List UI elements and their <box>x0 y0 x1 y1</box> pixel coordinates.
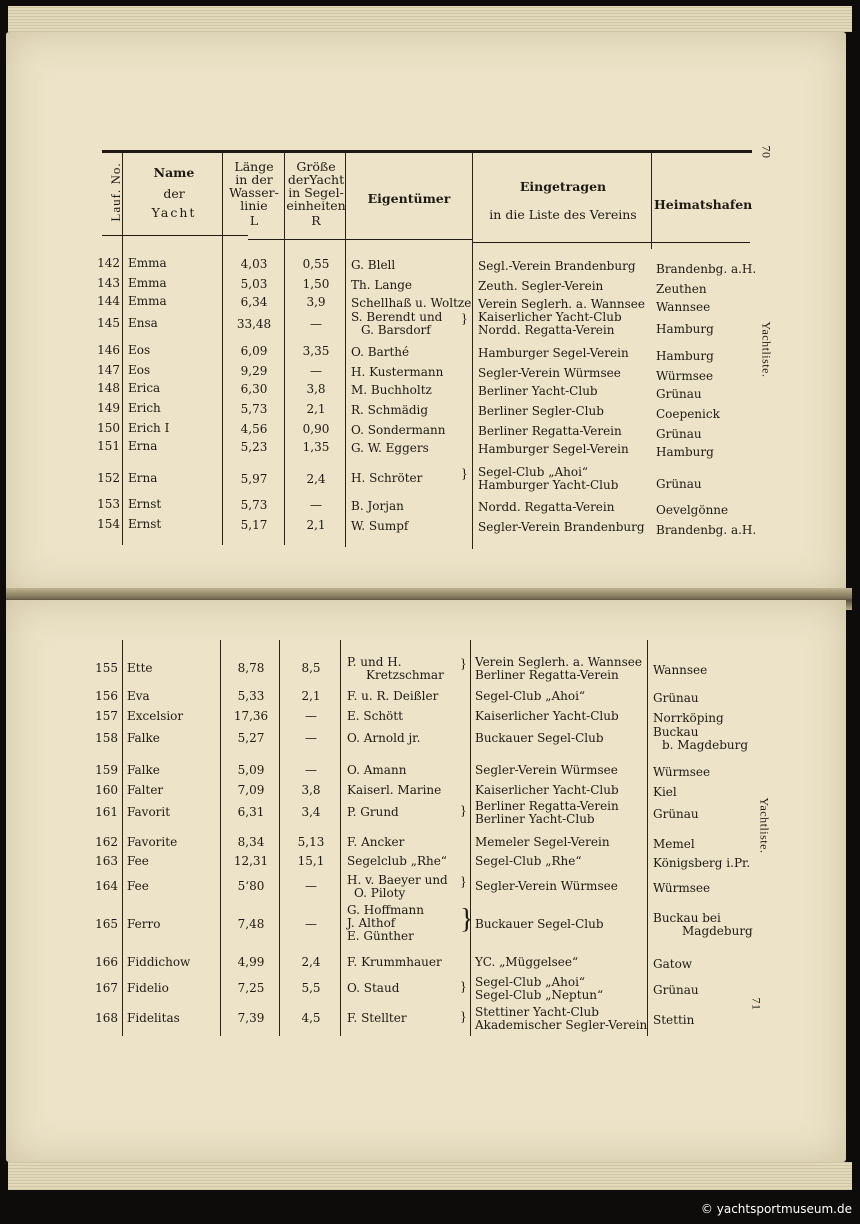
lauf-no: 152 <box>97 471 120 485</box>
length-value: 4,03 <box>240 257 268 271</box>
header-owner: Eigentümer <box>367 191 451 206</box>
owner: Segelclub „Rhe“ <box>347 854 447 868</box>
club: Segl.-Verein Brandenburg <box>478 259 636 273</box>
lauf-no: 151 <box>97 439 120 453</box>
club: Memeler Segel-Verein <box>475 835 610 849</box>
yacht-name: Ensa <box>128 316 158 330</box>
length-value: 5,73 <box>240 402 268 416</box>
club: Segler-Verein Würmsee <box>475 763 618 777</box>
yacht-name: Erna <box>128 439 158 453</box>
owner: F. u. R. Deißler <box>347 689 439 703</box>
length-value: 33,48 <box>236 317 272 331</box>
home-port: Brandenbg. a.H. <box>656 262 757 276</box>
lauf-no: 156 <box>95 689 118 703</box>
owner: H. Schröter <box>351 471 423 485</box>
size-value: 4,5 <box>301 1011 321 1025</box>
size-value: — <box>310 498 322 512</box>
home-port: Grünau <box>653 691 699 705</box>
lauf-no: 153 <box>97 497 120 511</box>
size-value: 3,9 <box>306 295 326 309</box>
lauf-no: 142 <box>97 256 120 270</box>
home-port: Memel <box>653 837 695 851</box>
length-value: 6,30 <box>240 382 268 396</box>
length-value: 12,31 <box>233 854 269 868</box>
yacht-name: Falke <box>127 731 160 745</box>
yacht-name: Fidelio <box>127 981 169 995</box>
owner: G. Blell <box>351 258 396 272</box>
lauf-no: 143 <box>97 276 120 290</box>
size-value: 1,35 <box>302 440 330 454</box>
brace: } <box>460 980 467 995</box>
yacht-name: Eos <box>128 343 151 357</box>
yacht-name: Emma <box>128 256 167 270</box>
club: Kaiserlicher Yacht-Club <box>475 783 619 797</box>
header-lauf-no: Lauf. No. <box>108 162 123 222</box>
lauf-no: 154 <box>97 517 120 531</box>
club: Segler-Verein Würmsee <box>475 879 618 893</box>
club: Kaiserlicher Yacht-Club <box>475 709 619 723</box>
header-home-port: Heimatshafen <box>654 197 753 212</box>
brace: } <box>460 904 474 935</box>
header-size-3: in Segel- <box>288 185 344 200</box>
yacht-name: Ferro <box>127 917 161 931</box>
col-divider-5 <box>472 153 473 549</box>
lauf-no: 167 <box>95 981 118 995</box>
yacht-name: Falter <box>127 783 164 797</box>
yacht-name: Falke <box>127 763 160 777</box>
header-length-5: L <box>249 213 259 228</box>
col-divider-6 <box>651 153 652 249</box>
yacht-name: Eos <box>128 363 151 377</box>
length-value: 5,17 <box>240 518 268 532</box>
header-size-4: einheiten <box>286 198 346 213</box>
length-value: 7,09 <box>237 783 265 797</box>
home-port: Wannsee <box>656 300 711 314</box>
yacht-name: Favorite <box>127 835 178 849</box>
club: Buckauer Segel-Club <box>475 731 604 745</box>
owner: G. W. Eggers <box>351 441 429 455</box>
lauf-no: 158 <box>95 731 118 745</box>
length-value: 9,29 <box>240 364 268 378</box>
club: Stettiner Yacht-Club <box>475 1005 599 1019</box>
size-value: — <box>305 731 317 745</box>
length-value: 5,33 <box>237 689 265 703</box>
home-port: Würmsee <box>653 765 711 779</box>
size-value: 3,8 <box>301 783 321 797</box>
owner: W. Sumpf <box>351 519 409 533</box>
home-port: Stettin <box>653 1013 695 1027</box>
club: Segel-Club „Ahoi“ <box>478 465 589 479</box>
owner: F. Krummhauer <box>347 955 442 969</box>
club: Segel-Club „Ahoi“ <box>475 689 586 703</box>
brace: } <box>461 467 468 482</box>
club: Hamburger Segel-Verein <box>478 442 629 456</box>
brace: } <box>460 657 467 672</box>
size-value: — <box>310 317 322 331</box>
size-value: — <box>310 364 322 378</box>
yacht-name: Fee <box>127 854 149 868</box>
lauf-no: 168 <box>95 1011 118 1025</box>
page-70 <box>6 32 846 594</box>
header-length-3: Wasser- <box>229 185 279 200</box>
home-port-line-2: Magdeburg <box>682 924 753 938</box>
side-title: Yachtliste. <box>757 797 772 854</box>
owner: R. Schmädig <box>351 403 429 417</box>
col-divider-1 <box>122 640 123 1036</box>
yacht-name: Eva <box>127 689 150 703</box>
lauf-no: 160 <box>95 783 118 797</box>
book-edge-bottom <box>8 1162 852 1190</box>
size-value: 2,1 <box>306 518 326 532</box>
size-value: — <box>305 879 317 893</box>
header-name-3: Yacht <box>151 205 197 220</box>
size-value: 8,5 <box>301 661 321 675</box>
club-line-2: Akademischer Segler-Verein <box>475 1018 648 1032</box>
lauf-no: 157 <box>95 709 118 723</box>
length-value: 7,39 <box>237 1011 265 1025</box>
size-value: 3,8 <box>306 382 326 396</box>
length-value: 5,97 <box>240 472 268 486</box>
owner: Schellhaß u. Woltze <box>351 296 472 310</box>
size-value: 1,50 <box>302 277 330 291</box>
header-registered-1: Eingetragen <box>519 179 607 194</box>
club-line-2: Berliner Regatta-Verein <box>475 668 619 682</box>
yacht-name: Ette <box>127 661 153 675</box>
yacht-name: Erna <box>128 471 158 485</box>
size-value: 3,35 <box>302 344 330 358</box>
side-title: Yachtliste. <box>759 321 774 378</box>
book-edge-top <box>8 6 852 32</box>
size-value: — <box>305 709 317 723</box>
home-port: Grünau <box>656 477 702 491</box>
page-number: 71 <box>749 997 764 1011</box>
yacht-name: Favorit <box>127 805 171 819</box>
club: Berliner Segler-Club <box>478 404 604 418</box>
owner: O. Barthé <box>351 345 410 359</box>
home-port: Königsberg i.Pr. <box>653 856 751 870</box>
page-number: 70 <box>759 145 774 159</box>
lauf-no: 147 <box>97 363 120 377</box>
home-port: Coepenick <box>656 407 720 421</box>
owner: O. Amann <box>347 763 407 777</box>
size-value: — <box>305 763 317 777</box>
club: Segel-Club „Rhe“ <box>475 854 582 868</box>
lauf-no: 165 <box>95 917 118 931</box>
home-port: Grünau <box>653 807 699 821</box>
club: Verein Seglerh. a. Wannsee <box>475 655 642 669</box>
header-size-1: Größe <box>296 159 336 174</box>
size-value: 2,4 <box>301 955 321 969</box>
owner: S. Berendt und <box>351 310 443 324</box>
length-value: 5,23 <box>240 440 268 454</box>
owner: P. Grund <box>347 805 399 819</box>
owner: H. v. Baeyer und <box>347 873 448 887</box>
brace: } <box>460 875 467 890</box>
home-port: Buckau bei <box>653 911 721 925</box>
home-port-line-2: b. Magdeburg <box>662 738 749 752</box>
owner: O. Staud <box>347 981 400 995</box>
home-port: Wannsee <box>653 663 708 677</box>
home-port: Würmsee <box>656 369 714 383</box>
yacht-name: Fee <box>127 879 149 893</box>
owner: P. und H. <box>347 655 402 669</box>
home-port: Würmsee <box>653 881 711 895</box>
home-port: Hamburg <box>656 349 714 363</box>
length-value: 5,27 <box>237 731 265 745</box>
lauf-no: 161 <box>95 805 118 819</box>
owner: O. Arnold jr. <box>347 731 421 745</box>
length-value: 6,31 <box>237 805 265 819</box>
lauf-no: 164 <box>95 879 118 893</box>
credit-watermark: © yachtsportmuseum.de <box>700 1202 852 1216</box>
club-line-2: Segel-Club „Neptun“ <box>475 988 604 1002</box>
lauf-no: 148 <box>97 381 120 395</box>
header-size-5: R <box>311 213 321 228</box>
home-port: Hamburg <box>656 322 714 336</box>
lauf-no: 145 <box>97 316 120 330</box>
home-port: Kiel <box>653 785 677 799</box>
home-port: Norrköping <box>653 711 724 725</box>
size-value: 2,4 <box>306 472 326 486</box>
brace: } <box>460 804 467 819</box>
owner: H. Kustermann <box>351 365 444 379</box>
owner: O. Sondermann <box>351 423 446 437</box>
size-value: 5,5 <box>301 981 321 995</box>
length-value: 4,99 <box>237 955 265 969</box>
lauf-no: 144 <box>97 294 120 308</box>
size-value: — <box>305 917 317 931</box>
home-port: Buckau <box>653 725 699 739</box>
club: Kaiserlicher Yacht-Club <box>478 310 622 324</box>
club: YC. „Müggelsee“ <box>475 955 579 969</box>
length-value: 5,73 <box>240 498 268 512</box>
header-name-1: Name <box>153 165 195 180</box>
length-value: 6,09 <box>240 344 268 358</box>
lauf-no: 150 <box>97 421 120 435</box>
home-port: Grünau <box>653 983 699 997</box>
owner-line-2: G. Barsdorf <box>361 323 431 337</box>
brace: } <box>461 312 468 327</box>
length-value: 6,34 <box>240 295 268 309</box>
header-length-4: linie <box>240 198 268 213</box>
club: Segler-Verein Brandenburg <box>478 520 645 534</box>
size-value: 3,4 <box>301 805 321 819</box>
owner: F. Ancker <box>347 835 405 849</box>
col-divider-5 <box>470 640 471 1036</box>
home-port: Brandenbg. a.H. <box>656 523 757 537</box>
header-length-2: in der <box>235 172 273 187</box>
owner: E. Schött <box>347 709 403 723</box>
home-port: Grünau <box>656 387 702 401</box>
club: Segel-Club „Ahoi“ <box>475 975 586 989</box>
club: Verein Seglerh. a. Wannsee <box>478 297 645 311</box>
owner: Kaiserl. Marine <box>347 783 442 797</box>
header-registered-2: in die Liste des Vereins <box>489 207 637 222</box>
club: Berliner Yacht-Club <box>478 384 598 398</box>
club-line-2: Hamburger Yacht-Club <box>478 478 619 492</box>
length-value: 8,34 <box>237 835 265 849</box>
home-port: Gatow <box>653 957 693 971</box>
club: Zeuth. Segler-Verein <box>478 279 604 293</box>
yacht-name: Erich <box>128 401 161 415</box>
header-top-rule <box>102 150 752 153</box>
club-line-2: Nordd. Regatta-Verein <box>478 323 615 337</box>
club: Berliner Regatta-Verein <box>475 799 619 813</box>
owner: F. Stellter <box>347 1011 407 1025</box>
page-71 <box>6 600 846 1162</box>
yacht-name: Erich I <box>128 421 170 435</box>
header-size-2: derYacht <box>287 172 345 187</box>
home-port: Zeuthen <box>656 282 707 296</box>
yacht-name: Ernst <box>128 517 162 531</box>
length-value: 5,03 <box>240 277 268 291</box>
length-value: 7,48 <box>237 917 265 931</box>
yacht-name: Fidelitas <box>127 1011 180 1025</box>
owner: G. Hoffmann <box>347 903 424 917</box>
home-port: Hamburg <box>656 445 714 459</box>
club: Buckauer Segel-Club <box>475 917 604 931</box>
length-value: 5,09 <box>237 763 265 777</box>
home-port: Oevelgönne <box>656 503 729 517</box>
size-value: 0,55 <box>302 257 330 271</box>
col-divider-6 <box>647 640 648 1036</box>
club: Berliner Regatta-Verein <box>478 424 622 438</box>
size-value: 0,90 <box>302 422 330 436</box>
size-value: 2,1 <box>301 689 321 703</box>
club: Hamburger Segel-Verein <box>478 346 629 360</box>
length-value: 5‘80 <box>237 879 265 893</box>
lauf-no: 166 <box>95 955 118 969</box>
lauf-no: 146 <box>97 343 120 357</box>
owner: Th. Lange <box>351 278 412 292</box>
lauf-no: 155 <box>95 661 118 675</box>
owner: B. Jorjan <box>351 499 404 513</box>
size-value: 2,1 <box>306 402 326 416</box>
club: Segler-Verein Würmsee <box>478 366 621 380</box>
club: Nordd. Regatta-Verein <box>478 500 615 514</box>
header-bottom-rule-right <box>472 242 750 243</box>
lauf-no: 162 <box>95 835 118 849</box>
yacht-name: Emma <box>128 276 167 290</box>
header-bottom-rule-mid <box>248 239 472 240</box>
owner-line-2: J. Althof <box>347 916 396 930</box>
yacht-name: Excelsior <box>127 709 184 723</box>
lauf-no: 163 <box>95 854 118 868</box>
owner-line-3: E. Günther <box>347 929 414 943</box>
brace: } <box>460 1010 467 1025</box>
size-value: 15,1 <box>297 854 325 868</box>
length-value: 17,36 <box>233 709 269 723</box>
home-port: Grünau <box>656 427 702 441</box>
lauf-no: 149 <box>97 401 120 415</box>
yacht-name: Erica <box>128 381 161 395</box>
lauf-no: 159 <box>95 763 118 777</box>
yacht-name: Ernst <box>128 497 162 511</box>
owner-line-2: O. Piloty <box>354 886 406 900</box>
owner-line-2: Kretzschmar <box>366 668 444 682</box>
club-line-2: Berliner Yacht-Club <box>475 812 595 826</box>
header-length-1: Länge <box>234 159 274 174</box>
length-value: 4,56 <box>240 422 268 436</box>
yacht-name: Emma <box>128 294 167 308</box>
length-value: 8,78 <box>237 661 265 675</box>
length-value: 7,25 <box>237 981 265 995</box>
size-value: 5,13 <box>297 835 325 849</box>
owner: M. Buchholtz <box>351 383 432 397</box>
header-name-2: der <box>163 186 185 201</box>
yacht-name: Fiddichow <box>127 955 191 969</box>
